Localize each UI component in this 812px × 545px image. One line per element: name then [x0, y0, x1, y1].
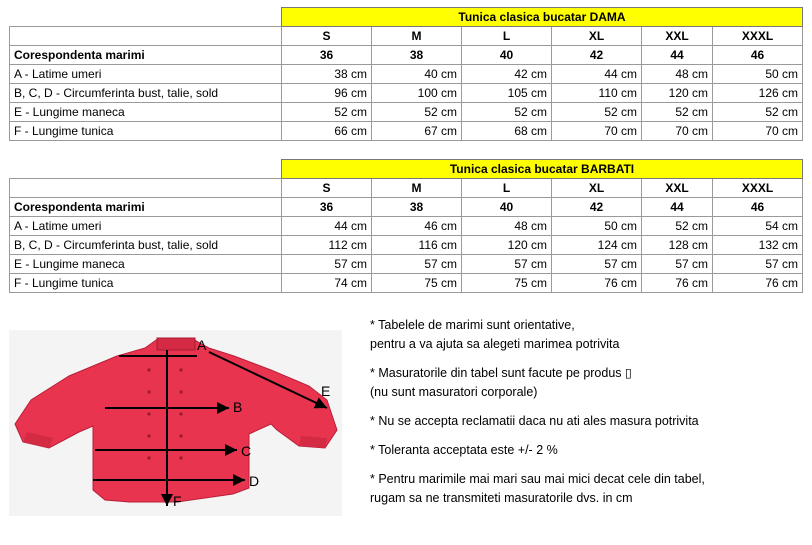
marker-a: A: [197, 337, 207, 353]
note-line: rugam sa ne transmiteti masuratorile dvs. in cm: [370, 491, 633, 505]
note-line: * Pentru marimile mai mari sau mai mici decat cele din tabel,: [370, 472, 705, 486]
size-header: XXL: [642, 27, 713, 46]
cell-value: 52 cm: [552, 103, 642, 122]
note-custom-sizes: [370, 470, 800, 508]
size-number: 46: [713, 198, 803, 217]
cell-value: 52 cm: [713, 103, 803, 122]
empty-cell: [10, 27, 282, 46]
empty-cell: [10, 179, 282, 198]
cell-value: 120 cm: [642, 84, 713, 103]
size-header: XL: [552, 27, 642, 46]
blank-cell: [10, 160, 282, 179]
size-header: XXXL: [713, 27, 803, 46]
cell-value: 75 cm: [372, 274, 462, 293]
marker-f: F: [173, 493, 182, 509]
size-notes: [370, 316, 800, 518]
cell-value: 67 cm: [372, 122, 462, 141]
cell-value: 57 cm: [642, 255, 713, 274]
size-table-barbati: [9, 159, 803, 293]
cell-value: 57 cm: [282, 255, 372, 274]
cell-value: 40 cm: [372, 65, 462, 84]
cell-value: 50 cm: [552, 217, 642, 236]
size-number: 36: [282, 198, 372, 217]
note-product-measurements: [370, 364, 800, 402]
marker-b: B: [233, 399, 243, 415]
cell-value: 100 cm: [372, 84, 462, 103]
table-row: [10, 65, 803, 84]
size-number: 44: [642, 46, 713, 65]
cell-value: 46 cm: [372, 217, 462, 236]
correspondence-row: [10, 198, 803, 217]
table-row: [10, 103, 803, 122]
size-number: 40: [462, 46, 552, 65]
row-label: E - Lungime maneca: [10, 103, 282, 122]
cell-value: 68 cm: [462, 122, 552, 141]
cell-value: 74 cm: [282, 274, 372, 293]
size-header-row: [10, 27, 803, 46]
size-table-dama: [9, 7, 803, 141]
note-orientative: [370, 316, 800, 354]
cell-value: 70 cm: [713, 122, 803, 141]
cell-value: 128 cm: [642, 236, 713, 255]
cell-value: 52 cm: [282, 103, 372, 122]
chef-jacket-illustration: [9, 330, 342, 516]
table-title: Tunica clasica bucatar DAMA: [282, 8, 803, 27]
correspondence-row: [10, 46, 803, 65]
size-header: XXL: [642, 179, 713, 198]
table-row: [10, 84, 803, 103]
cell-value: 70 cm: [552, 122, 642, 141]
cell-value: 126 cm: [713, 84, 803, 103]
marker-c: C: [241, 443, 252, 459]
note-line: * Masuratorile din tabel sunt facute pe produs ▯: [370, 366, 632, 380]
cell-value: 38 cm: [282, 65, 372, 84]
row-label: F - Lungime tunica: [10, 122, 282, 141]
note-line: * Nu se accepta reclamatii daca nu ati ales masura potrivita: [370, 414, 699, 428]
cell-value: 70 cm: [642, 122, 713, 141]
blank-cell: [10, 8, 282, 27]
cell-value: 96 cm: [282, 84, 372, 103]
size-header-row: [10, 179, 803, 198]
row-label: F - Lungime tunica: [10, 274, 282, 293]
size-header: XL: [552, 179, 642, 198]
cell-value: 75 cm: [462, 274, 552, 293]
table-row: [10, 274, 803, 293]
cell-value: 48 cm: [462, 217, 552, 236]
cell-value: 76 cm: [552, 274, 642, 293]
cell-value: 52 cm: [642, 103, 713, 122]
row-label: A - Latime umeri: [10, 65, 282, 84]
size-header: L: [462, 27, 552, 46]
cell-value: 57 cm: [713, 255, 803, 274]
size-number: 38: [372, 198, 462, 217]
collar-shape: [157, 338, 195, 350]
cell-value: 132 cm: [713, 236, 803, 255]
size-number: 44: [642, 198, 713, 217]
note-tolerance: [370, 441, 800, 460]
size-header: L: [462, 179, 552, 198]
cell-value: 52 cm: [462, 103, 552, 122]
cell-value: 52 cm: [642, 217, 713, 236]
cell-value: 110 cm: [552, 84, 642, 103]
jacket-shape: [15, 338, 337, 502]
size-header: XXXL: [713, 179, 803, 198]
table-row: [10, 236, 803, 255]
cell-value: 105 cm: [462, 84, 552, 103]
cell-value: 76 cm: [713, 274, 803, 293]
cell-value: 76 cm: [642, 274, 713, 293]
note-line: * Toleranta acceptata este +/- 2 %: [370, 443, 558, 457]
row-label: B, C, D - Circumferinta bust, talie, sold: [10, 84, 282, 103]
note-no-complaints: [370, 412, 800, 431]
cell-value: 50 cm: [713, 65, 803, 84]
cell-value: 112 cm: [282, 236, 372, 255]
note-line: (nu sunt masuratori corporale): [370, 385, 538, 399]
note-line: * Tabelele de marimi sunt orientative,: [370, 318, 575, 332]
table-title: Tunica clasica bucatar BARBATI: [282, 160, 803, 179]
size-number: 40: [462, 198, 552, 217]
size-number: 42: [552, 198, 642, 217]
cell-value: 120 cm: [462, 236, 552, 255]
row-label: Corespondenta marimi: [10, 198, 282, 217]
cell-value: 44 cm: [552, 65, 642, 84]
cell-value: 52 cm: [372, 103, 462, 122]
cell-value: 57 cm: [462, 255, 552, 274]
size-header: S: [282, 179, 372, 198]
table-row: [10, 122, 803, 141]
size-number: 46: [713, 46, 803, 65]
cell-value: 66 cm: [282, 122, 372, 141]
size-header: M: [372, 27, 462, 46]
note-line: pentru a va ajuta sa alegeti marimea potrivita: [370, 337, 620, 351]
table-row: [10, 217, 803, 236]
cell-value: 57 cm: [372, 255, 462, 274]
row-label: B, C, D - Circumferinta bust, talie, sold: [10, 236, 282, 255]
cell-value: 116 cm: [372, 236, 462, 255]
row-label: E - Lungime maneca: [10, 255, 282, 274]
size-number: 38: [372, 46, 462, 65]
size-header: M: [372, 179, 462, 198]
size-number: 42: [552, 46, 642, 65]
row-label: A - Latime umeri: [10, 217, 282, 236]
marker-d: D: [249, 473, 260, 489]
size-header: S: [282, 27, 372, 46]
cell-value: 42 cm: [462, 65, 552, 84]
row-label: Corespondenta marimi: [10, 46, 282, 65]
cell-value: 54 cm: [713, 217, 803, 236]
cell-value: 48 cm: [642, 65, 713, 84]
cell-value: 124 cm: [552, 236, 642, 255]
cell-value: 44 cm: [282, 217, 372, 236]
size-number: 36: [282, 46, 372, 65]
cell-value: 57 cm: [552, 255, 642, 274]
marker-e: E: [321, 383, 331, 399]
table-row: [10, 255, 803, 274]
garment-measurement-diagram: [9, 330, 342, 516]
